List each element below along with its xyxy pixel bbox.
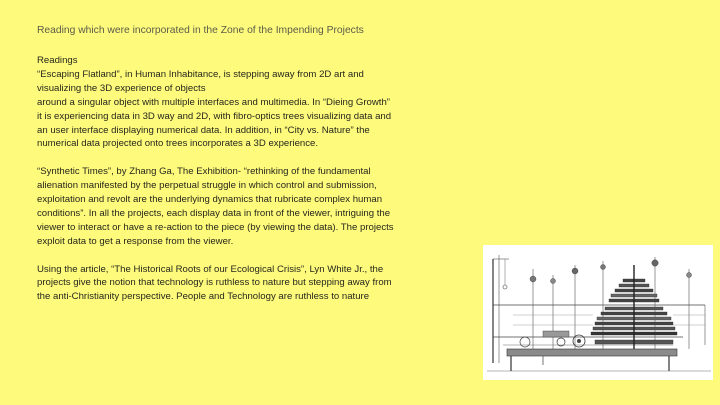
text-line: “Synthetic Times”, by Zhang Ga, The Exhibition- “rethinking of the fundamental bbox=[37, 166, 371, 178]
slide-body bbox=[37, 54, 457, 318]
text-line: Readings bbox=[37, 55, 78, 66]
mechanical-machine-icon bbox=[483, 245, 713, 380]
text-line: exploitation and revolt are the underlying dynamics that rubricate complex human bbox=[37, 194, 383, 206]
text-line: conditions”. In all the projects, each display data in front of the viewer, intriguing the bbox=[37, 207, 391, 219]
text-line: exploit data to get a response from the viewer. bbox=[37, 235, 234, 247]
paragraph-synthetic-times bbox=[37, 165, 457, 248]
text-line: it is experiencing data in 3D way and 2D, with fibro-optics trees visualizing data and bbox=[37, 110, 392, 122]
text-line: around a singular object with multiple interfaces and multimedia. In “Dieing Growth” bbox=[37, 96, 391, 108]
text-line: numerical data projected onto trees incorporates a 3D experience. bbox=[37, 138, 319, 150]
paragraph-historical-roots bbox=[37, 263, 457, 305]
text-line: projects give the notion that technology is ruthless to nature but stepping away from bbox=[37, 277, 392, 289]
text-line: viewer to interact or have a re-action to the piece (by viewing the data). The projects bbox=[37, 221, 394, 233]
text-line: the anti-Christianity perspective. People and Technology are ruthless to nature bbox=[37, 291, 370, 303]
paragraph-readings bbox=[37, 54, 457, 151]
text-line: an user interface displaying numerical data. In addition, in “City vs. Nature” the bbox=[37, 124, 370, 136]
text-line: visualizing the 3D experience of objects bbox=[37, 82, 206, 94]
machine-illustration bbox=[483, 245, 713, 380]
text-line: alienation manifested by the perpetual struggle in which control and submission, bbox=[37, 180, 377, 192]
text-line: Using the article, “The Historical Roots of our Ecological Crisis”, Lyn White Jr., the bbox=[37, 263, 384, 275]
slide-title: Reading which were incorporated in the Zone of the Impending Projects bbox=[37, 25, 364, 36]
text-line: “Escaping Flatland”, in Human Inhabitance, is stepping away from 2D art and bbox=[37, 68, 364, 80]
